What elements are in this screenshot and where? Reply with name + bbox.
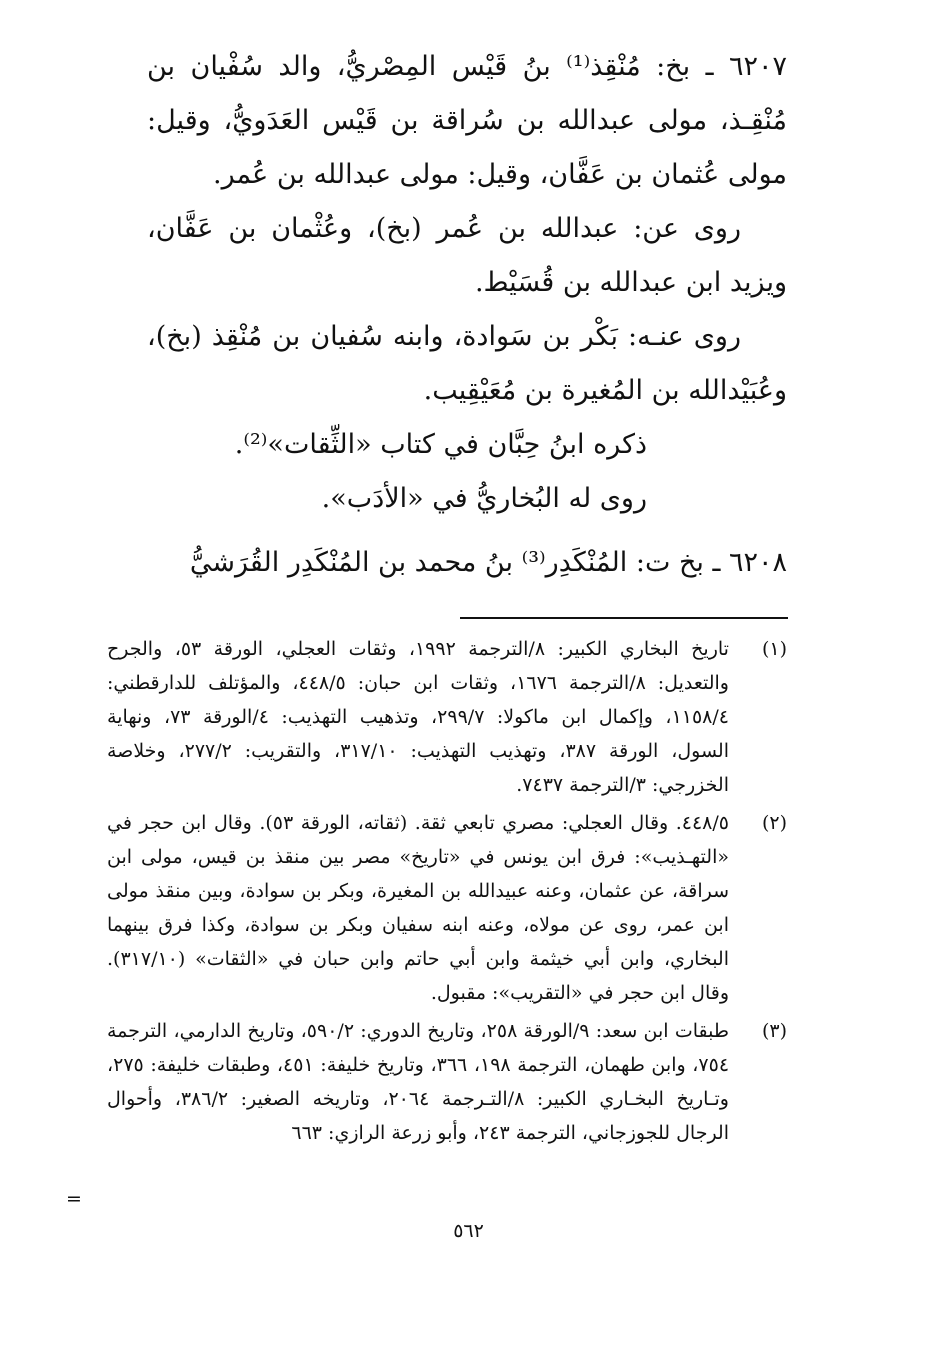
footnote	[107, 806, 787, 1010]
continuation-mark: =	[66, 1188, 82, 1210]
footnote-text: تاريخ البخاري الكبير: ٨/الترجمة ١٩٩٢، وثقات العجلي، الورقة ٥٣، والجرح والتعديل: ٨/الترجمة ١٦٧٦، وثقات ابن حبان: ٤٤٨/٥، والمؤتلف للدارقطني: ١١٥٨/٤، وإكمال ابن ماكولا: ٢٩٩/٧، وتذهيب التهذيب: ٤/الورقة ٧٣، ونهاية السول، الورقة ٣٨٧، وتهذيب التهذيب: ٣١٧/١٠، والتقريب: ٢٧٧/٢، وخلاصة الخزرجي: ٣/الترجمة ٧٤٣٧.	[107, 638, 729, 796]
page-number: ٥٦٢	[453, 1220, 484, 1242]
entry-heading: ٦٢٠٨ ـ بخ ت: المُنْكَدِر⁽³⁾ بنُ محمد بن المُنْكَدِر القُرَشيُّ	[189, 547, 787, 578]
footnote-divider	[460, 617, 788, 619]
footnote-number: (٣)	[761, 1020, 787, 1042]
footnote-text: طبقات ابن سعد: ٩/الورقة ٢٥٨، وتاريخ الدوري: ٥٩٠/٢، وتاريخ الدارمي، الترجمة ٧٥٤، وابن طهمان، الترجمة ١٩٨، ٣٦٦، وتاريخ خليفة: ٤٥١، وطبقات خليفة: ٢٧٥، وتـاريخ البخـاري الكبير: ٨/التـرجمة ٢٠٦٤، وتاريخه الصغير: ٣٨٦/٢، وأحوال الرجال للجوزجاني، الترجمة ٢٤٣، وأبو زرعة الرازي: ٦٦٣	[107, 1020, 730, 1144]
narrated-by: روى عنـه: بَكْر بن سَوادة، وابنه سُفيان بن مُنْقِذ (بخ)، وعُبَيْدالله بن المُغيرة بن مُعَيْقِيب.	[147, 321, 787, 406]
footnotes	[107, 632, 787, 1154]
biography-entry-6208	[147, 536, 787, 590]
entry-gap	[147, 526, 787, 536]
footnote	[107, 1014, 787, 1150]
bukhari-mention: روى له البُخاريُّ في «الأدَب».	[321, 483, 647, 514]
entry-heading: ٦٢٠٧ ـ بخ: مُنْقِذ⁽¹⁾ بنُ قَيْس المِصْريُّ، والد سُفْيان بن مُنْقِـذ، مولى عبدالله بن سُراقة بن قَيْس العَدَويُّ، وقيل: مولى عُثمان بن عَفَّان، وقيل: مولى عبدالله بن عُمر.	[147, 51, 787, 190]
footnote	[107, 632, 787, 802]
biography-entry-6207	[147, 40, 787, 526]
footnote-text: ٤٤٨/٥. وقال العجلي: مصري تابعي ثقة. (ثقاته، الورقة ٥٣). وقال ابن حجر في «التهـذيب»: فرق ابن يونس في «تاريخ» مصر بين منقذ بن قيس، مولى ابن سراقة، عن عثمان، وعنه عبيدالله بن المغيرة، وبكر بن سوادة، وبين منقذ مولى ابن عمر، روى عن مولاه، وعنه ابنه سفيان وبكر بن سوادة، وكذا فرق بينهما البخاري، وابن أبي خيثمة وابن أبي حاتم وابن حبان في «الثقات» (٣١٧/١٠). وقال ابن حجر في «التقريب»: مقبول.	[107, 812, 729, 1004]
footnote-number: (١)	[761, 638, 787, 660]
main-text	[147, 40, 787, 590]
narrated-from: روى عن: عبدالله بن عُمر (بخ)، وعُثْمان بن عَفَّان، ويزيد ابن عبدالله بن قُسَيْط.	[147, 213, 787, 298]
ibn-hibban-mention: ذكره ابنُ حِبَّان في كتاب «الثِّقات»⁽²⁾.	[234, 429, 647, 460]
footnote-number: (٢)	[761, 812, 787, 834]
